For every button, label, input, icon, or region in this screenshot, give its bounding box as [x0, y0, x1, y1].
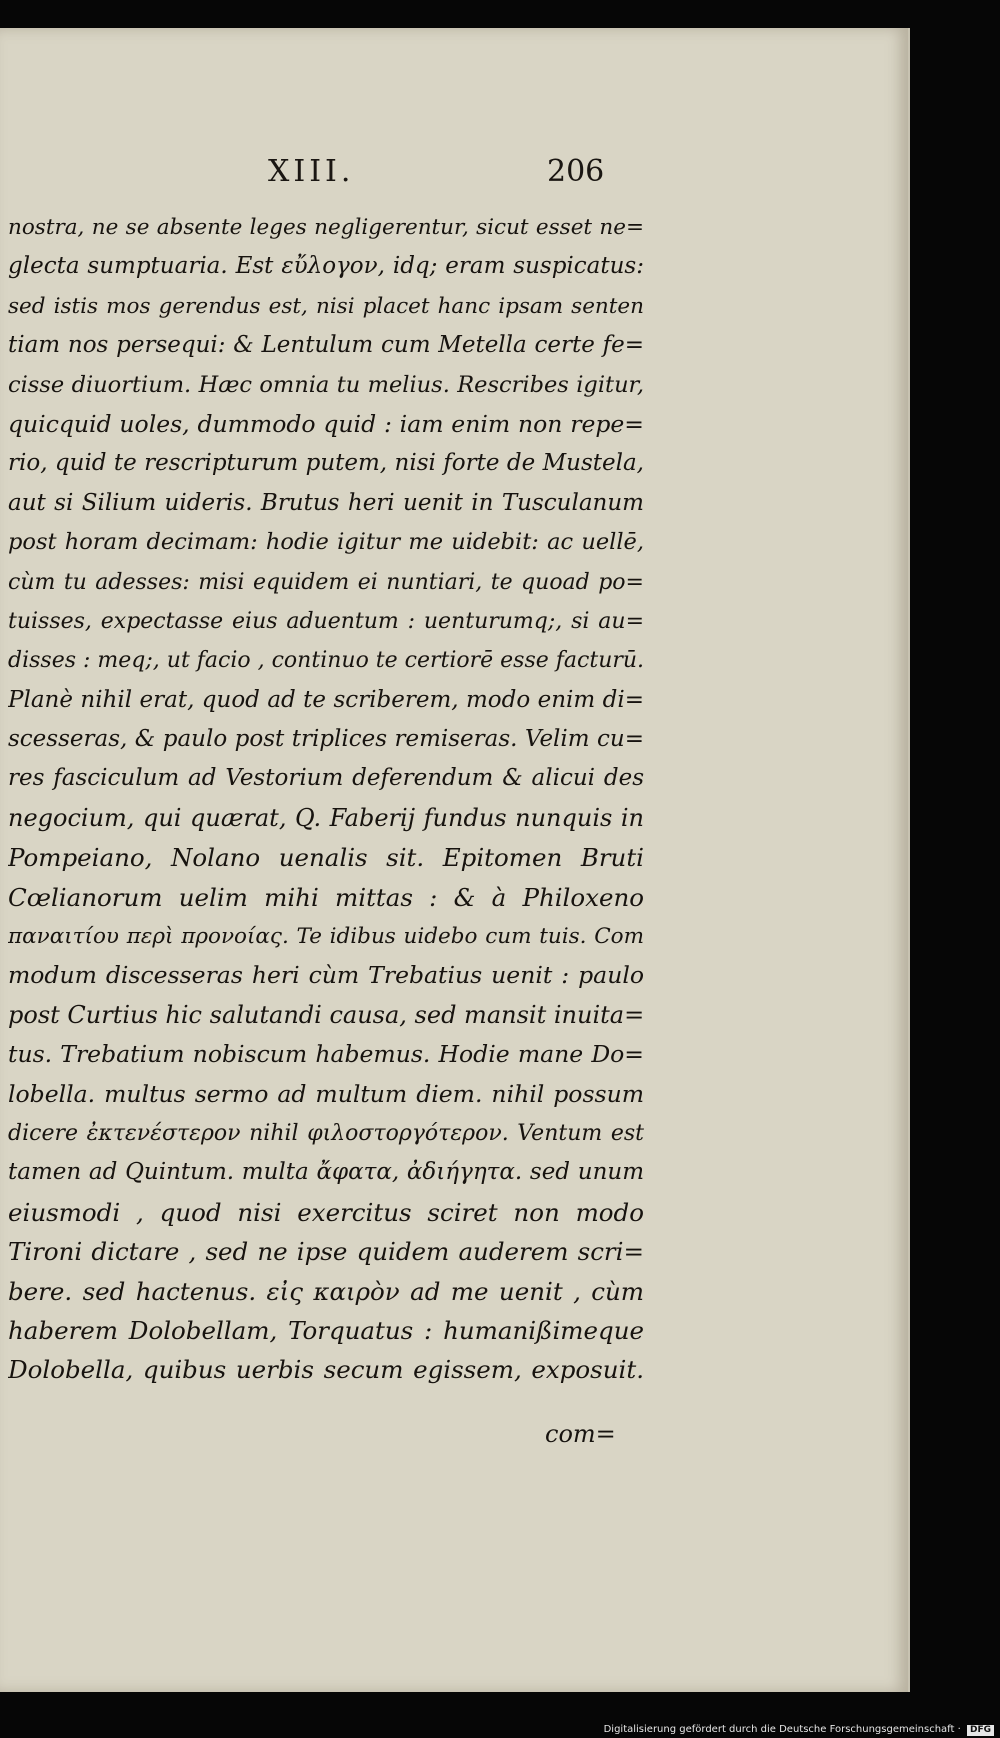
text-line: scesseras, & paulo post triplices remiseras. Velim cu= — [8, 726, 644, 753]
dfg-logo: DFG — [967, 1725, 994, 1736]
text-line: glecta sumptuaria. Est εὔλογον, idq; eram suspicatus: — [8, 253, 644, 280]
text-line: modum discesseras heri cùm Trebatius uenit : paulo — [8, 961, 644, 990]
text-line: dicere ἐκτενέστερον nihil φιλοστοργότερον. Ventum est — [8, 1120, 644, 1146]
text-line: post Curtius hic salutandi causa, sed mansit inuita= — [8, 1000, 644, 1029]
text-line: quicquid uoles, dummodo quid : iam enim non repe= — [8, 409, 644, 438]
text-line: eiusmodi , quod nisi exercitus sciret non modo — [8, 1197, 644, 1227]
credit-text: Digitalisierung gefördert durch die Deutsche Forschungsgemeinschaft · — [603, 1724, 961, 1735]
text-line: cisse diuortium. Hæc omnia tu melius. Rescribes igitur, — [8, 371, 644, 398]
text-line: tamen ad Quintum. multa ἄφατα, ἀδιήγητα. sed unum — [8, 1159, 644, 1186]
text-line: lobella. multus sermo ad multum diem. nihil possum — [8, 1079, 644, 1108]
text-block — [8, 208, 644, 1390]
text-line: negocium, qui quærat, Q. Faberij fundus nunquis in — [8, 803, 644, 832]
text-line: sed istis mos gerendus est, nisi placet hanc ipsam senten — [8, 293, 644, 319]
text-line: tus. Trebatium nobiscum habemus. Hodie mane Do= — [8, 1040, 644, 1069]
text-line: nostra, ne se absente leges negligerentur, sicut esset ne= — [8, 215, 644, 240]
digitization-credit — [604, 1724, 994, 1736]
text-line: tuisses, expectasse eius aduentum : uenturumq;, si au= — [8, 608, 644, 634]
folio-number: 206 — [547, 154, 605, 189]
book-page — [0, 28, 910, 1692]
catchword: com= — [545, 1420, 616, 1448]
text-line: Tironi dictare , sed ne ipse quidem auderem scri= — [8, 1237, 644, 1267]
text-line: Dolobella, quibus uerbis secum egissem, exposuit. — [8, 1355, 644, 1385]
text-line: Pompeiano, Nolano uenalis sit. Epitomen Bruti — [8, 843, 644, 873]
text-line: Planè nihil erat, quod ad te scriberem, modo enim di= — [8, 686, 644, 713]
text-line: bere. sed hactenus. εἰς καιρὸν ad me uenit , cùm — [8, 1276, 644, 1306]
text-line: post horam decimam: hodie igitur me uidebit: ac uellē, — [8, 529, 644, 556]
text-line: rio, quid te rescripturum putem, nisi forte de Mustela, — [8, 450, 644, 477]
running-head: XIII. — [268, 154, 355, 189]
text-line: res fasciculum ad Vestorium deferendum & alicui des — [8, 765, 644, 792]
text-line: παναιτίου περὶ προνοίας. Te idibus uidebo cum tuis. Com — [8, 924, 644, 950]
text-line: cùm tu adesses: misi equidem ei nuntiari, te quoad po= — [8, 569, 644, 595]
text-line: disses : meq;, ut facio , continuo te certiorē esse facturū. — [8, 648, 644, 674]
text-line: Cœlianorum uelim mihi mittas : & à Philoxeno — [8, 882, 644, 912]
text-line: aut si Silium uideris. Brutus heri uenit in Tusculanum — [8, 489, 644, 516]
page-header — [0, 154, 908, 194]
text-line: haberem Dolobellam, Torquatus : humanißimeque — [8, 1315, 644, 1345]
text-line: tiam nos persequi: & Lentulum cum Metella certe fe= — [8, 332, 644, 359]
